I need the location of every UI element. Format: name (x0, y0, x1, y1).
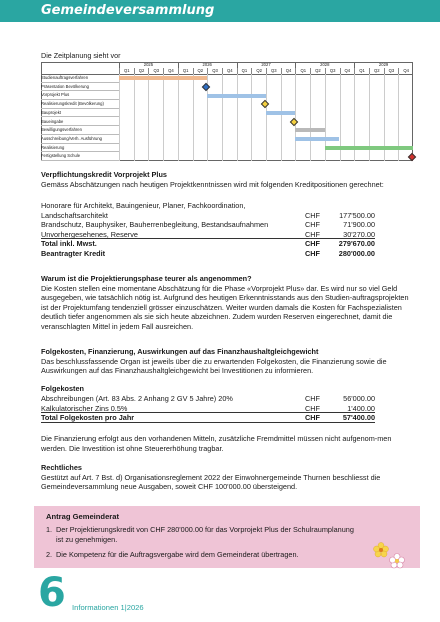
folgekosten-section-text: Das beschlussfassende Organ ist jeweils über die zu erwartenden Folgekosten, die Finanzierung sowie die Auswirkungen auf das Finanzhaushaltgleichgewicht bei Investitionen zu informieren. (41, 356, 387, 376)
kredit-row-label: Unvorhergesehenes, Reserve (41, 229, 138, 239)
antrag-title: Antrag Gemeinderat (46, 512, 120, 521)
gantt-quarter-label: Q4 (398, 68, 413, 74)
antrag-item (46, 525, 356, 545)
kredit-row-label: Honorare für Architekt, Bauingenieur, Planer, Fachkoordination, (41, 201, 246, 210)
gantt-quarter-label: Q3 (325, 68, 340, 74)
kredit-beantragt-amount: 280'000.00 (338, 248, 375, 258)
kredit-row (41, 201, 375, 211)
gantt-row-label: Ausschreibung/Verh. Ausführung (41, 135, 119, 144)
gantt-quarter-label: Q2 (251, 68, 266, 74)
gantt-grid-line (222, 74, 223, 161)
gantt-quarter-label: Q2 (134, 68, 149, 74)
folgekosten-row-amount: 56'000.00 (343, 394, 375, 403)
gantt-grid-line (134, 74, 135, 161)
gantt-grid-line (163, 74, 164, 161)
gantt-year-label: 2025 (143, 62, 154, 67)
gantt-quarter-label: Q1 (178, 68, 193, 74)
gantt-row-label: Baueingabe (41, 118, 119, 127)
gantt-row-label: Studienauftragsverfahren (41, 74, 119, 83)
flower-icon (373, 542, 389, 558)
gantt-grid-line (237, 74, 238, 161)
kredit-row-amount: 177'500.00 (339, 210, 375, 220)
gantt-grid-line (119, 74, 120, 161)
folgekosten-heading-wrap (41, 384, 416, 394)
gantt-grid-line (266, 74, 267, 161)
gantt-bar (325, 146, 413, 150)
kredit-beantragt-label: Beantragter Kredit (41, 248, 106, 258)
gantt-row-label: Realisierungskredit (Bevölkerung) (41, 100, 119, 109)
gantt-row-label: Präsentation Bevölkerung (41, 83, 119, 92)
kredit-table (41, 201, 375, 259)
intro-text: Die Zeitplanung sieht vor (41, 51, 121, 60)
kredit-row-label: Landschaftsarchitekt (41, 210, 108, 220)
timeline-gantt (41, 62, 413, 161)
folgekosten-total-currency: CHF (305, 413, 320, 423)
folgekosten-row-currency: CHF (305, 403, 320, 413)
gantt-grid-line (310, 74, 311, 161)
folgekosten-section-title: Folgekosten, Finanzierung, Auswirkungen auf das Finanzhaushaltgleichgewicht (41, 347, 319, 356)
kredit-title: Verpflichtungskredit Vorprojekt Plus (41, 170, 167, 179)
page-number: 6 (38, 570, 66, 616)
gantt-grid-line (178, 74, 179, 161)
rechtliches-title: Rechtliches (41, 463, 82, 472)
gantt-year-label: 2029 (378, 62, 389, 67)
gantt-quarter-label: Q4 (222, 68, 237, 74)
gantt-quarter-label: Q4 (340, 68, 355, 74)
gantt-year-label: 2026 (202, 62, 212, 67)
gantt-quarter-label: Q1 (295, 68, 310, 74)
folgekosten-row-amount: 1'400.00 (347, 403, 375, 413)
kredit-row-currency: CHF (305, 210, 320, 220)
gantt-bar (295, 137, 339, 141)
folgekosten-row (41, 394, 375, 404)
gantt-grid-line (193, 74, 194, 161)
gantt-grid-line (295, 74, 296, 161)
kredit-total-currency: CHF (305, 239, 320, 249)
warum-text: Die Kosten stellen eine momentane Abschätzung für die Phase «Vorprojekt Plus» dar. Es wird nur so viel Geld ausgegeben, wie tatsächlich nötig ist. Aufgrund des heutigen Erkenntnisstands aus den Studien-auftragsprojekten ist der Projektumfang tendenziell grösser einzuschätzen. Weiter wurden damals die Kosten für Fachspezialisten deutlich tiefer angenommen als sie sich heute abzeichnen. Zudem wurden Reserven eingerechnet, damit die veranschlagten Mittel in jedem Fall ausreichen. (41, 283, 409, 331)
gantt-quarter-label: Q3 (384, 68, 399, 74)
page-title: Gemeindeversammlung (41, 3, 215, 18)
antrag-box (34, 506, 420, 568)
gantt-quarter-label: Q2 (310, 68, 325, 74)
gantt-quarter-label: Q4 (281, 68, 296, 74)
kredit-row-label: Brandschutz, Bauphysiker, Bauherrenbegleitung, Bestandsaufnahmen (41, 220, 269, 230)
rechtliches-text: Gestützt auf Art. 7 Bst. d) Organisationsreglement 2022 der Einwohnergemeinde Thurnen beschliesst die Gemeindeversammlung neue Ausgaben, soweit CHF 100'000.00 übersteigend. (41, 472, 381, 492)
gantt-quarter-label: Q1 (354, 68, 369, 74)
gantt-bar (119, 76, 207, 80)
gantt-quarter-label: Q2 (369, 68, 384, 74)
folgekosten-section (41, 347, 416, 376)
kredit-section (41, 170, 416, 189)
antrag-item-text: Die Kompetenz für die Auftragsvergabe wird dem Gemeinderat übertragen. (56, 550, 299, 559)
kredit-total-amount: 279'670.00 (338, 239, 375, 249)
gantt-grid-line (281, 74, 282, 161)
finanzierung-text: Die Finanzierung erfolgt aus den vorhandenen Mitteln, zusätzliche Fremdmittel müssen nicht aufgenom-men werden. Die Investition ist ohne Steuererhöhung tragbar. (41, 434, 392, 453)
kredit-beantragt-currency: CHF (305, 248, 320, 258)
gantt-grid-line (148, 74, 149, 161)
kredit-total-row (41, 239, 375, 249)
gantt-quarter-label: Q3 (266, 68, 281, 74)
gantt-row-label: Fertigstellung Schule (41, 152, 119, 161)
gantt-row-label: Bewilligungsverfahren (41, 126, 119, 135)
gantt-year-label: 2028 (320, 62, 330, 67)
kredit-row (41, 211, 375, 221)
gantt-bar (295, 128, 324, 132)
gantt-quarter-label: Q1 (119, 68, 134, 74)
folgekosten-row-label: Abschreibungen (Art. 83 Abs. 2 Anhang 2 GV 5 Jahre) 20% (41, 394, 233, 403)
folgekosten-total-label: Total Folgekosten pro Jahr (41, 413, 135, 423)
antrag-item (46, 550, 356, 560)
antrag-item-number: 1. (46, 525, 53, 534)
warum-title: Warum ist die Projektierungsphase teurer als angenommen? (41, 274, 252, 283)
kredit-row-currency: CHF (305, 220, 320, 230)
kredit-total-label: Total inkl. Mwst. (41, 239, 97, 249)
kredit-row-amount: 30'270.00 (343, 229, 375, 239)
gantt-quarter-label: Q3 (148, 68, 163, 74)
antrag-item-text: Der Projektierungskredit von CHF 280'000.00 für das Vorprojekt Plus der Schulraumplanung ist zu genehmigen. (56, 525, 354, 544)
gantt-row-label: Vorprojekt Plus (41, 91, 119, 100)
folgekosten-title: Folgekosten (41, 384, 84, 393)
kredit-beantragt-row (41, 249, 375, 259)
gantt-quarter-label: Q2 (193, 68, 208, 74)
warum-section (41, 274, 416, 332)
folgekosten-row-label: Kalkulatorischer Zins 0.5% (41, 403, 128, 413)
rechtliches-section (41, 463, 416, 492)
gantt-bar (266, 111, 295, 115)
gantt-bar (207, 94, 266, 98)
gantt-quarter-label: Q3 (207, 68, 222, 74)
folgekosten-row-currency: CHF (305, 394, 320, 403)
folgekosten-total-amount: 57'400.00 (342, 413, 375, 423)
gantt-row-label: Bauprojekt (41, 109, 119, 118)
gantt-quarter-label: Q4 (163, 68, 178, 74)
kredit-row-amount: 71'900.00 (343, 220, 375, 230)
kredit-row (41, 230, 375, 240)
folgekosten-total-row (41, 413, 375, 423)
gantt-row-label: Realisierung (41, 144, 119, 153)
header-band (0, 0, 440, 22)
folgekosten-table (41, 394, 375, 423)
kredit-row (41, 220, 375, 230)
antrag-item-number: 2. (46, 550, 53, 559)
gantt-quarter-label: Q1 (237, 68, 252, 74)
gantt-year-label: 2027 (261, 62, 271, 67)
footer-text: Informationen 1|2026 (72, 603, 144, 612)
gantt-grid-line (251, 74, 252, 161)
flower-icon (389, 553, 405, 569)
kredit-intro: Gemäss Abschätzungen nach heutigen Projektkenntnissen wird mit folgenden Kreditpositionen gerechnet: (41, 179, 384, 189)
folgekosten-row (41, 404, 375, 414)
kredit-row-currency: CHF (305, 229, 320, 239)
